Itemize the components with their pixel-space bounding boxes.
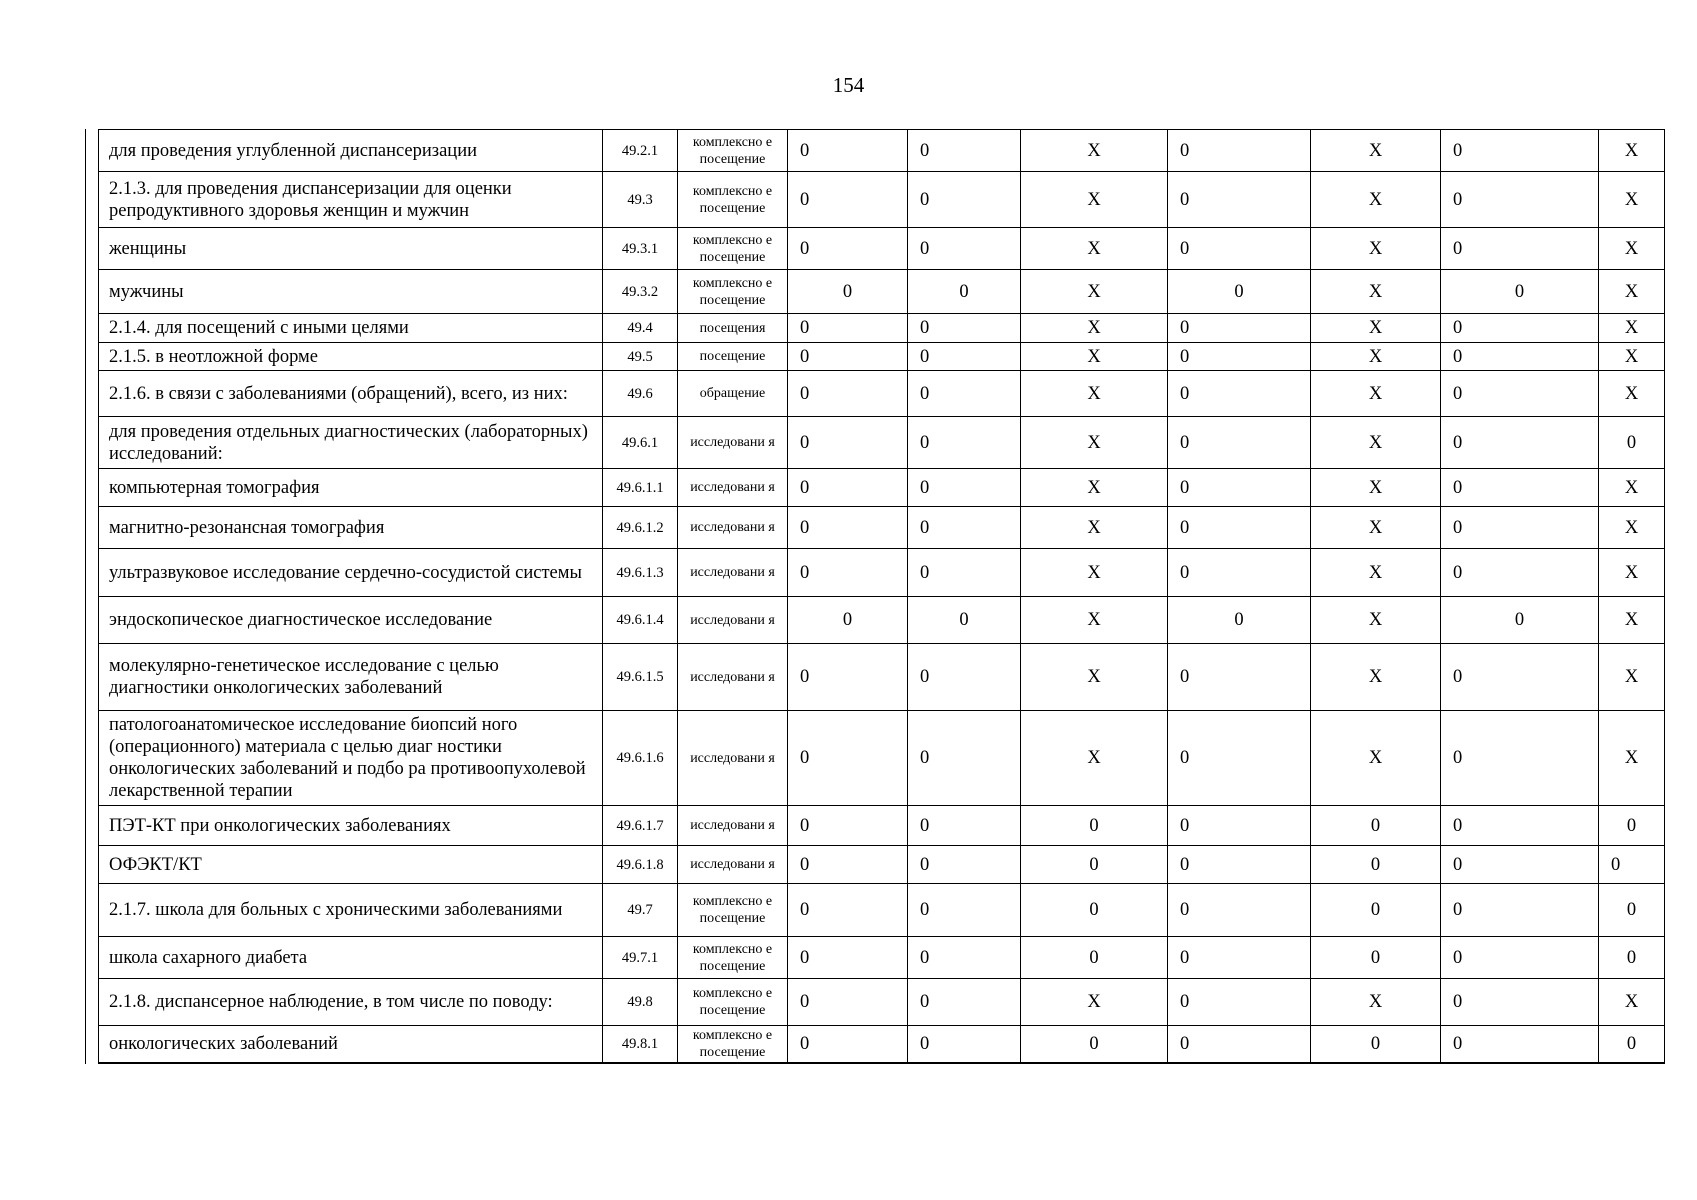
row-value-c7: X <box>1599 549 1665 597</box>
row-value-c1: 0 <box>788 469 908 507</box>
row-value-c2: 0 <box>908 806 1021 846</box>
row-value-c4: 0 <box>1168 711 1311 806</box>
row-value-c1: 0 <box>788 130 908 172</box>
row-code-cell: 49.6 <box>603 371 678 417</box>
row-unit-cell: исследовани я <box>678 507 788 549</box>
row-name-cell: эндоскопическое диагностическое исследование <box>99 597 603 644</box>
row-value-c7: 0 <box>1599 806 1665 846</box>
row-value-c1: 0 <box>788 371 908 417</box>
row-value-c6: 0 <box>1441 130 1599 172</box>
row-name-cell: магнитно-резонансная томография <box>99 507 603 549</box>
row-value-c6: 0 <box>1441 711 1599 806</box>
row-value-c4: 0 <box>1168 507 1311 549</box>
row-value-c3: X <box>1021 597 1168 644</box>
row-value-c2: 0 <box>908 549 1021 597</box>
row-unit-cell: исследовани я <box>678 597 788 644</box>
row-value-c6: 0 <box>1441 884 1599 937</box>
row-value-c5: 0 <box>1311 806 1441 846</box>
row-value-c3: X <box>1021 270 1168 314</box>
table-row <box>99 644 1665 711</box>
row-value-c5: X <box>1311 644 1441 711</box>
row-value-c3: X <box>1021 371 1168 417</box>
row-value-c1: 0 <box>788 884 908 937</box>
row-code-cell: 49.3 <box>603 172 678 228</box>
row-unit-cell: исследовани я <box>678 417 788 469</box>
row-value-c2: 0 <box>908 937 1021 979</box>
row-value-c1: 0 <box>788 507 908 549</box>
row-unit-cell: комплексно е посещение <box>678 884 788 937</box>
row-code-cell: 49.4 <box>603 314 678 343</box>
data-table <box>98 129 1665 1064</box>
row-value-c7: 0 <box>1599 417 1665 469</box>
row-value-c5: X <box>1311 597 1441 644</box>
row-value-c7: X <box>1599 270 1665 314</box>
row-unit-cell: посещение <box>678 343 788 371</box>
row-code-cell: 49.7 <box>603 884 678 937</box>
row-code-cell: 49.3.2 <box>603 270 678 314</box>
row-value-c3: 0 <box>1021 1026 1168 1063</box>
row-code-cell: 49.6.1.7 <box>603 806 678 846</box>
row-value-c2: 0 <box>908 979 1021 1026</box>
row-value-c7: X <box>1599 507 1665 549</box>
row-value-c3: X <box>1021 549 1168 597</box>
row-value-c7: X <box>1599 469 1665 507</box>
row-unit-cell: исследовани я <box>678 549 788 597</box>
row-value-c4: 0 <box>1168 846 1311 884</box>
row-value-c4: 0 <box>1168 469 1311 507</box>
row-value-c7: X <box>1599 979 1665 1026</box>
row-value-c1: 0 <box>788 806 908 846</box>
row-name-cell: женщины <box>99 228 603 270</box>
row-value-c1: 0 <box>788 270 908 314</box>
row-value-c4: 0 <box>1168 806 1311 846</box>
row-code-cell: 49.6.1.6 <box>603 711 678 806</box>
row-value-c1: 0 <box>788 937 908 979</box>
row-value-c4: 0 <box>1168 270 1311 314</box>
row-value-c6: 0 <box>1441 806 1599 846</box>
row-name-cell: онкологических заболеваний <box>99 1026 603 1063</box>
row-code-cell: 49.2.1 <box>603 130 678 172</box>
row-value-c5: X <box>1311 469 1441 507</box>
row-value-c4: 0 <box>1168 644 1311 711</box>
row-name-cell: молекулярно-генетическое исследование с целью диагностики онкологических заболеваний <box>99 644 603 711</box>
row-value-c5: X <box>1311 130 1441 172</box>
row-value-c5: X <box>1311 979 1441 1026</box>
row-value-c4: 0 <box>1168 937 1311 979</box>
row-unit-cell: комплексно е посещение <box>678 228 788 270</box>
row-value-c6: 0 <box>1441 371 1599 417</box>
table-row <box>99 314 1665 343</box>
row-name-cell: 2.1.3. для проведения диспансеризации для оценки репродуктивного здоровья женщин и мужчин <box>99 172 603 228</box>
row-value-c1: 0 <box>788 711 908 806</box>
row-value-c7: X <box>1599 343 1665 371</box>
table-row <box>99 130 1665 172</box>
row-name-cell: ультразвуковое исследование сердечно-сосудистой системы <box>99 549 603 597</box>
row-value-c6: 0 <box>1441 644 1599 711</box>
row-value-c6: 0 <box>1441 937 1599 979</box>
row-value-c1: 0 <box>788 417 908 469</box>
row-unit-cell: комплексно е посещение <box>678 270 788 314</box>
row-value-c2: 0 <box>908 644 1021 711</box>
row-value-c3: 0 <box>1021 937 1168 979</box>
row-value-c3: X <box>1021 469 1168 507</box>
row-unit-cell: исследовани я <box>678 846 788 884</box>
row-code-cell: 49.6.1.3 <box>603 549 678 597</box>
row-value-c5: 0 <box>1311 937 1441 979</box>
row-value-c4: 0 <box>1168 549 1311 597</box>
row-unit-cell: комплексно е посещение <box>678 1026 788 1063</box>
row-code-cell: 49.6.1.5 <box>603 644 678 711</box>
row-value-c7: X <box>1599 130 1665 172</box>
row-value-c6: 0 <box>1441 549 1599 597</box>
row-value-c7: X <box>1599 172 1665 228</box>
row-value-c2: 0 <box>908 314 1021 343</box>
row-value-c5: X <box>1311 314 1441 343</box>
row-value-c6: 0 <box>1441 507 1599 549</box>
row-name-cell: компьютерная томография <box>99 469 603 507</box>
row-unit-cell: комплексно е посещение <box>678 937 788 979</box>
row-value-c1: 0 <box>788 846 908 884</box>
table-row <box>99 343 1665 371</box>
row-value-c2: 0 <box>908 270 1021 314</box>
row-value-c7: X <box>1599 644 1665 711</box>
row-value-c5: X <box>1311 549 1441 597</box>
row-code-cell: 49.8.1 <box>603 1026 678 1063</box>
row-value-c7: X <box>1599 314 1665 343</box>
row-value-c3: X <box>1021 507 1168 549</box>
row-value-c7: 0 <box>1599 1026 1665 1063</box>
row-value-c7: 0 <box>1599 884 1665 937</box>
row-code-cell: 49.8 <box>603 979 678 1026</box>
row-name-cell: патологоанатомическое исследование биопсий ного (операционного) материала с целью диаг ностики онкологических заболеваний и подбо ра противоопухолевой лекарственной терапии <box>99 711 603 806</box>
row-value-c5: 0 <box>1311 1026 1441 1063</box>
row-name-cell: мужчины <box>99 270 603 314</box>
row-value-c1: 0 <box>788 228 908 270</box>
row-code-cell: 49.6.1.2 <box>603 507 678 549</box>
table-row <box>99 228 1665 270</box>
row-name-cell: ОФЭКТ/КТ <box>99 846 603 884</box>
row-value-c2: 0 <box>908 711 1021 806</box>
row-value-c2: 0 <box>908 130 1021 172</box>
row-value-c7: X <box>1599 228 1665 270</box>
row-name-cell: для проведения отдельных диагностических (лабораторных) исследований: <box>99 417 603 469</box>
row-code-cell: 49.6.1.1 <box>603 469 678 507</box>
row-value-c3: X <box>1021 130 1168 172</box>
row-value-c3: X <box>1021 228 1168 270</box>
row-value-c3: 0 <box>1021 806 1168 846</box>
row-unit-cell: исследовани я <box>678 806 788 846</box>
table-row <box>99 846 1665 884</box>
row-name-cell: 2.1.5. в неотложной форме <box>99 343 603 371</box>
table-row <box>99 549 1665 597</box>
table-row <box>99 507 1665 549</box>
row-value-c2: 0 <box>908 371 1021 417</box>
row-value-c3: X <box>1021 314 1168 343</box>
row-value-c2: 0 <box>908 343 1021 371</box>
table-row <box>99 597 1665 644</box>
row-value-c4: 0 <box>1168 371 1311 417</box>
row-value-c2: 0 <box>908 597 1021 644</box>
row-value-c2: 0 <box>908 469 1021 507</box>
row-value-c3: X <box>1021 172 1168 228</box>
row-value-c5: X <box>1311 711 1441 806</box>
table-row <box>99 371 1665 417</box>
row-value-c6: 0 <box>1441 469 1599 507</box>
table-row <box>99 469 1665 507</box>
row-name-cell: 2.1.6. в связи с заболеваниями (обращений), всего, из них: <box>99 371 603 417</box>
row-value-c4: 0 <box>1168 343 1311 371</box>
table-row <box>99 711 1665 806</box>
row-value-c1: 0 <box>788 1026 908 1063</box>
row-value-c5: 0 <box>1311 846 1441 884</box>
table-row <box>99 1026 1665 1063</box>
row-value-c6: 0 <box>1441 343 1599 371</box>
row-value-c1: 0 <box>788 979 908 1026</box>
row-value-c2: 0 <box>908 172 1021 228</box>
row-value-c6: 0 <box>1441 597 1599 644</box>
row-name-cell: 2.1.8. диспансерное наблюдение, в том числе по поводу: <box>99 979 603 1026</box>
page-number: 154 <box>832 73 865 97</box>
row-value-c7: 0 <box>1599 937 1665 979</box>
row-unit-cell: исследовани я <box>678 644 788 711</box>
row-value-c5: X <box>1311 371 1441 417</box>
row-name-cell: 2.1.7. школа для больных с хроническими заболеваниями <box>99 884 603 937</box>
row-value-c5: X <box>1311 343 1441 371</box>
row-value-c1: 0 <box>788 172 908 228</box>
row-value-c6: 0 <box>1441 417 1599 469</box>
row-value-c4: 0 <box>1168 979 1311 1026</box>
row-value-c3: X <box>1021 644 1168 711</box>
row-value-c5: X <box>1311 507 1441 549</box>
row-value-c3: X <box>1021 343 1168 371</box>
row-value-c3: X <box>1021 711 1168 806</box>
row-code-cell: 49.7.1 <box>603 937 678 979</box>
row-value-c1: 0 <box>788 549 908 597</box>
row-value-c5: X <box>1311 172 1441 228</box>
row-value-c6: 0 <box>1441 979 1599 1026</box>
row-name-cell: для проведения углубленной диспансеризации <box>99 130 603 172</box>
row-value-c1: 0 <box>788 644 908 711</box>
row-value-c3: X <box>1021 417 1168 469</box>
row-value-c1: 0 <box>788 597 908 644</box>
row-value-c7: X <box>1599 597 1665 644</box>
row-name-cell: школа сахарного диабета <box>99 937 603 979</box>
row-value-c1: 0 <box>788 314 908 343</box>
row-name-cell: 2.1.4. для посещений с иными целями <box>99 314 603 343</box>
table-row <box>99 979 1665 1026</box>
row-value-c6: 0 <box>1441 172 1599 228</box>
row-value-c2: 0 <box>908 417 1021 469</box>
row-value-c7: X <box>1599 371 1665 417</box>
table-row <box>99 806 1665 846</box>
row-value-c5: 0 <box>1311 884 1441 937</box>
row-code-cell: 49.3.1 <box>603 228 678 270</box>
row-value-c2: 0 <box>908 846 1021 884</box>
row-value-c5: X <box>1311 228 1441 270</box>
row-value-c2: 0 <box>908 228 1021 270</box>
row-unit-cell: обращение <box>678 371 788 417</box>
table-row <box>99 417 1665 469</box>
row-code-cell: 49.6.1.8 <box>603 846 678 884</box>
table-row <box>99 937 1665 979</box>
row-value-c7: X <box>1599 711 1665 806</box>
row-value-c4: 0 <box>1168 314 1311 343</box>
table-row <box>99 884 1665 937</box>
row-value-c2: 0 <box>908 1026 1021 1063</box>
row-unit-cell: комплексно е посещение <box>678 979 788 1026</box>
row-value-c4: 0 <box>1168 1026 1311 1063</box>
row-value-c5: X <box>1311 417 1441 469</box>
row-value-c2: 0 <box>908 884 1021 937</box>
row-unit-cell: посещения <box>678 314 788 343</box>
row-code-cell: 49.5 <box>603 343 678 371</box>
row-value-c3: 0 <box>1021 846 1168 884</box>
row-value-c6: 0 <box>1441 314 1599 343</box>
row-code-cell: 49.6.1 <box>603 417 678 469</box>
row-value-c3: X <box>1021 979 1168 1026</box>
row-value-c4: 0 <box>1168 228 1311 270</box>
row-value-c2: 0 <box>908 507 1021 549</box>
row-unit-cell: исследовани я <box>678 711 788 806</box>
row-unit-cell: комплексно е посещение <box>678 172 788 228</box>
row-name-cell: ПЭТ-КТ при онкологических заболеваниях <box>99 806 603 846</box>
row-value-c4: 0 <box>1168 417 1311 469</box>
row-value-c6: 0 <box>1441 270 1599 314</box>
row-value-c1: 0 <box>788 343 908 371</box>
row-value-c4: 0 <box>1168 884 1311 937</box>
row-value-c6: 0 <box>1441 846 1599 884</box>
row-value-c4: 0 <box>1168 130 1311 172</box>
row-value-c6: 0 <box>1441 228 1599 270</box>
row-value-c5: X <box>1311 270 1441 314</box>
left-border-line <box>85 129 86 1064</box>
row-value-c4: 0 <box>1168 597 1311 644</box>
row-value-c6: 0 <box>1441 1026 1599 1063</box>
row-value-c7: 0 <box>1599 846 1665 884</box>
table-row <box>99 172 1665 228</box>
row-value-c4: 0 <box>1168 172 1311 228</box>
table-body <box>99 130 1665 1063</box>
row-code-cell: 49.6.1.4 <box>603 597 678 644</box>
table-container <box>86 129 1658 1064</box>
table-row <box>99 270 1665 314</box>
row-unit-cell: исследовани я <box>678 469 788 507</box>
row-value-c3: 0 <box>1021 884 1168 937</box>
row-unit-cell: комплексно е посещение <box>678 130 788 172</box>
